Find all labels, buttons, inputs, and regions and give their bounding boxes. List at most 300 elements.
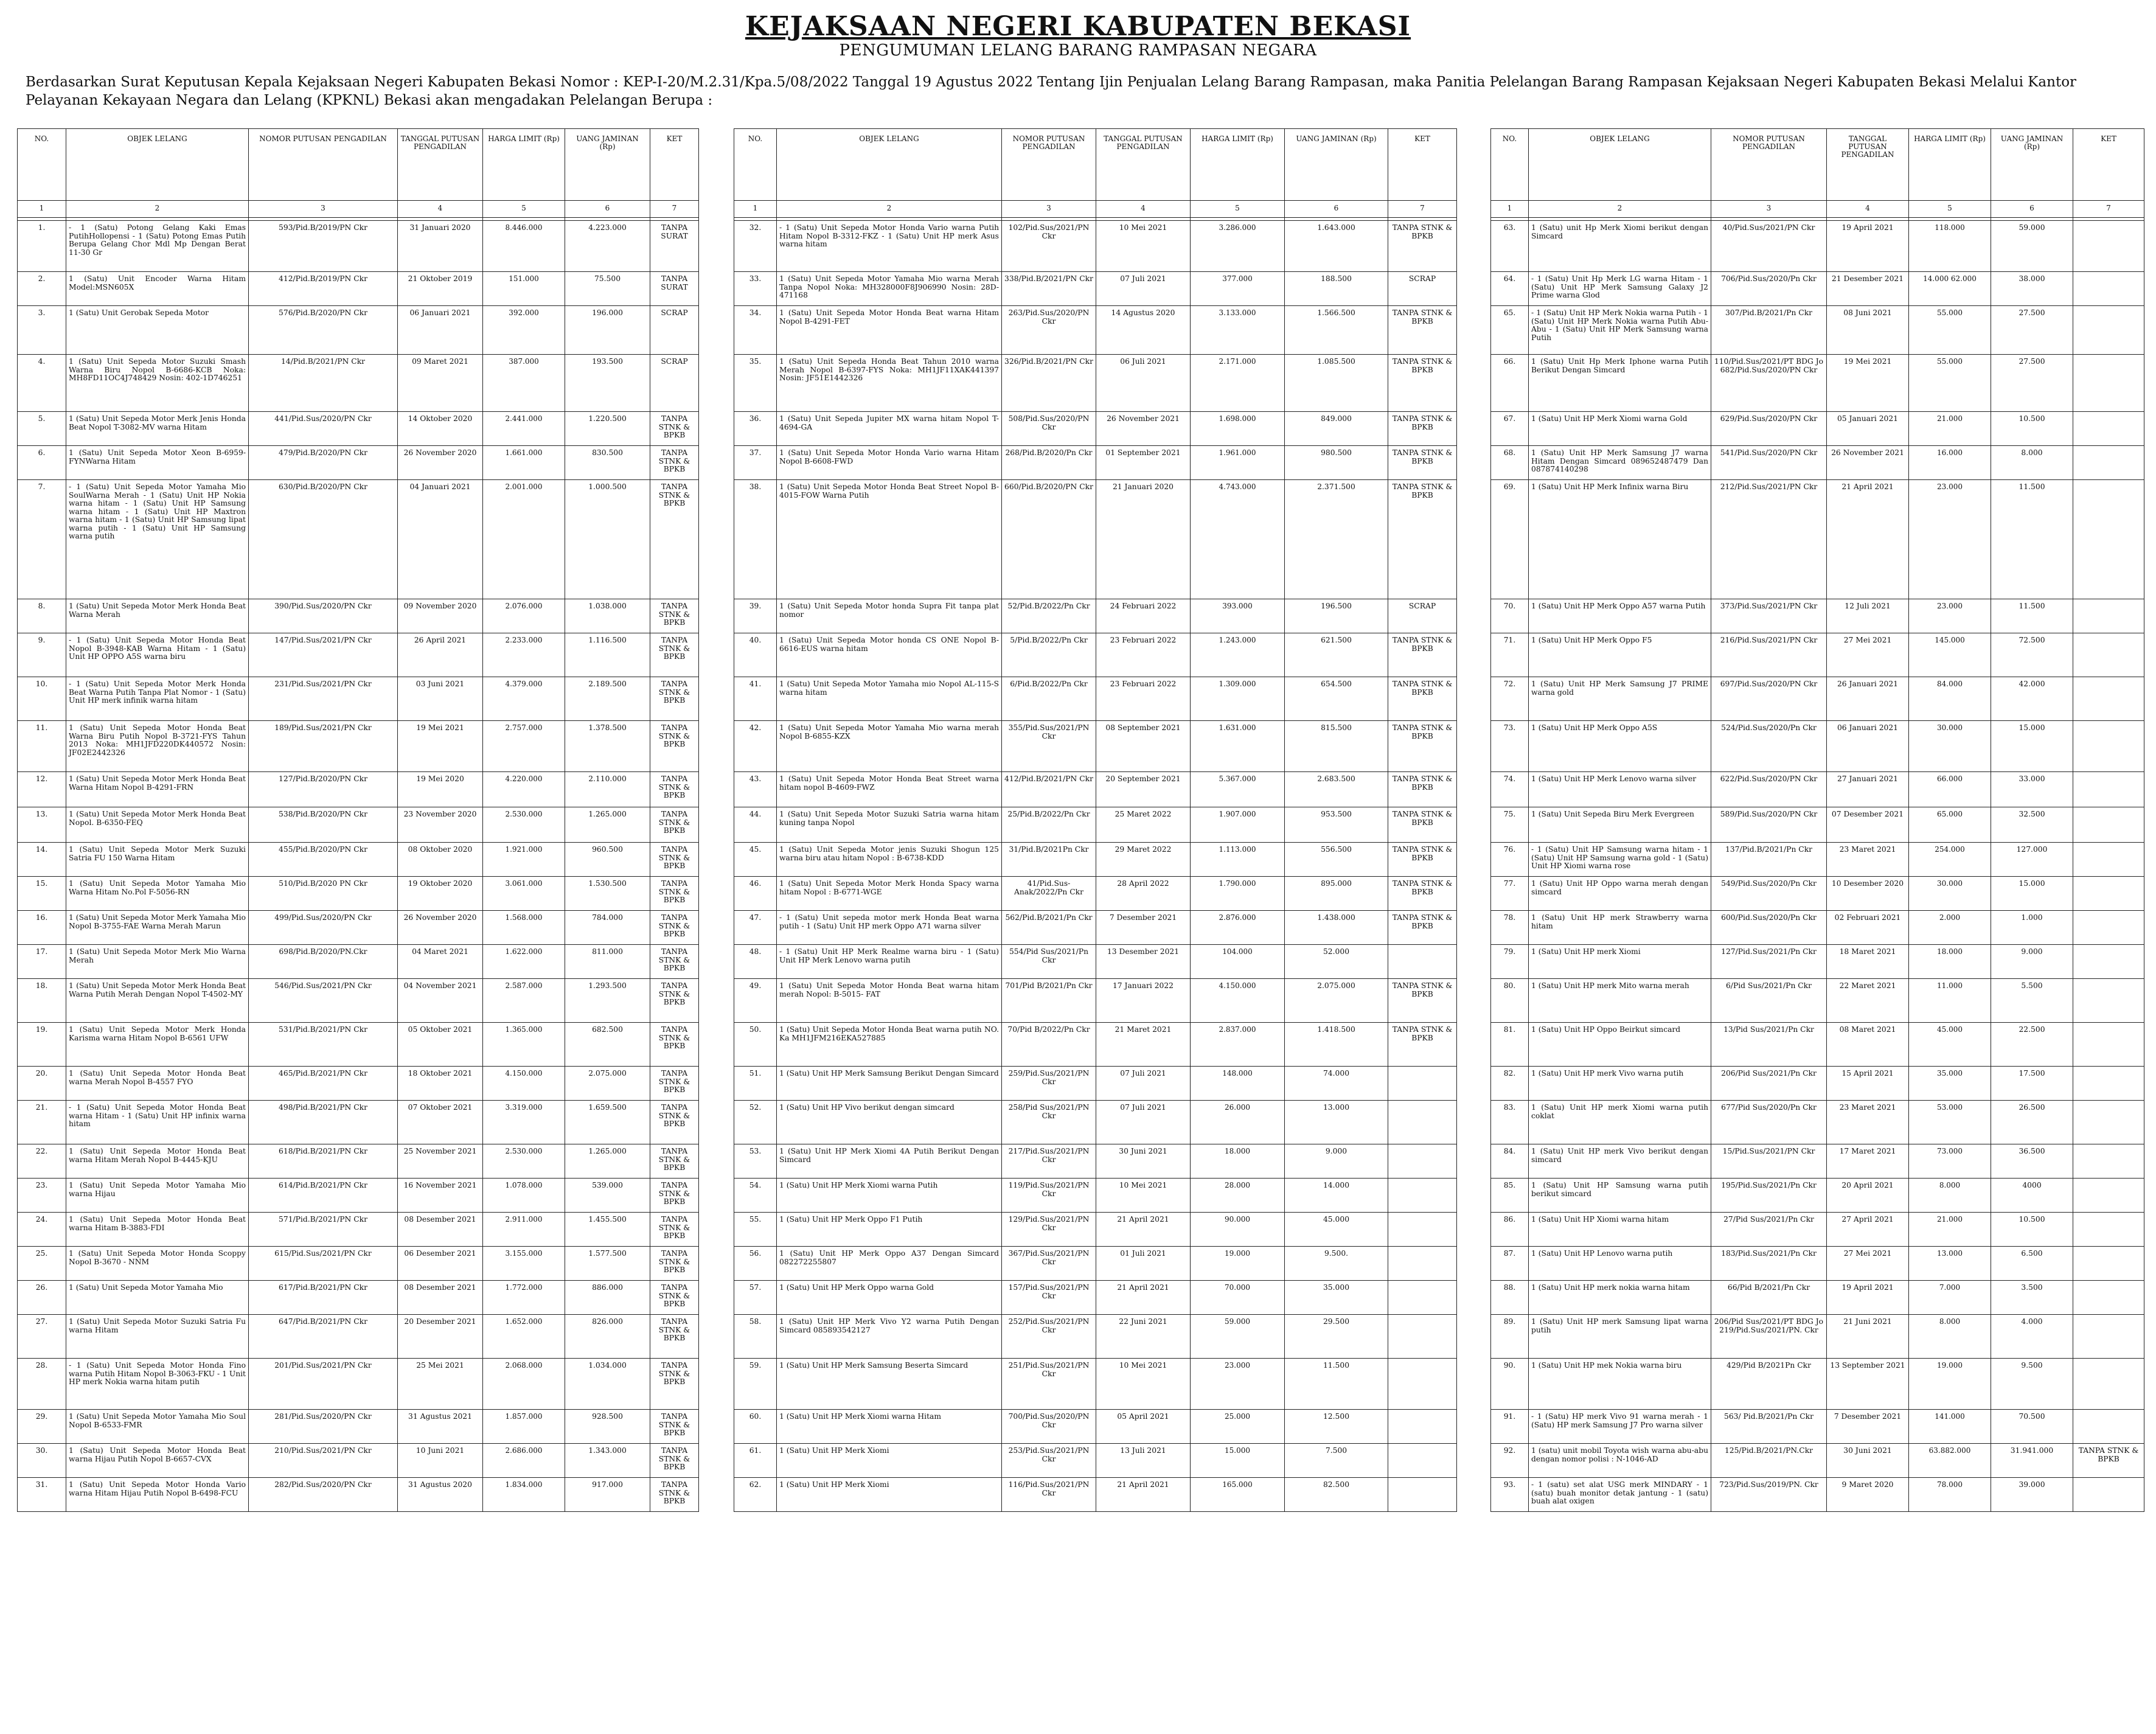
column-number: 3 <box>1002 201 1096 218</box>
table-row <box>18 1444 699 1478</box>
remarks <box>1388 945 1457 979</box>
court-decision-number: 217/Pid.Sus/2021/PN Ckr <box>1002 1144 1096 1179</box>
remarks <box>2073 979 2144 1023</box>
court-decision-number: 660/Pid.B/2020/PN Ckr <box>1002 480 1096 599</box>
limit-price: 53.000 <box>1909 1101 1991 1144</box>
table-row <box>734 1247 1457 1281</box>
auction-object: 1 (Satu) Unit HP Merk Samsung J7 warna Hitam Dengan Simcard 089652487479 Dan 087874140298 <box>1529 446 1711 480</box>
remarks: TANPA STNK & BPKB <box>650 772 699 807</box>
deposit-amount: 193.500 <box>565 355 650 412</box>
deposit-amount: 1.418.500 <box>1285 1023 1388 1067</box>
limit-price: 23.000 <box>1191 1359 1285 1410</box>
table-row <box>1491 1101 2144 1144</box>
auction-object: 1 (Satu) Unit Sepeda Motor Yamaha mio Nopol AL-115-S warna hitam <box>777 677 1002 721</box>
court-decision-number: 338/Pid.B/2021/PN Ckr <box>1002 272 1096 306</box>
limit-price: 1.698.000 <box>1191 412 1285 446</box>
column-header-deposit-amount: UANG JAMINAN (Rp) <box>1991 129 2073 201</box>
limit-price: 2.171.000 <box>1191 355 1285 412</box>
remarks <box>1388 1444 1457 1478</box>
decision-date: 05 Oktober 2021 <box>398 1023 483 1067</box>
remarks: SCRAP <box>650 306 699 355</box>
row-number: 21. <box>18 1101 66 1144</box>
court-decision-number: 102/Pid.Sus/2021/PN Ckr <box>1002 221 1096 272</box>
column-number: 6 <box>1991 201 2073 218</box>
limit-price: 18.000 <box>1191 1144 1285 1179</box>
remarks: TANPA STNK & BPKB <box>650 1023 699 1067</box>
deposit-amount: 849.000 <box>1285 412 1388 446</box>
court-decision-number: 617/Pid.B/2021/PN Ckr <box>249 1281 398 1315</box>
column-header-limit-price: HARGA LIMIT (Rp) <box>483 129 565 201</box>
row-number: 23. <box>18 1179 66 1213</box>
table-row <box>734 1410 1457 1444</box>
auction-object: 1 (Satu) Unit Sepeda Motor Suzuki Satria Fu warna Hitam <box>66 1315 249 1359</box>
column-number: 5 <box>1909 201 1991 218</box>
table-row <box>18 1101 699 1144</box>
auction-object: 1 (Satu) Unit Sepeda Motor Suzuki Satria warna hitam kuning tanpa Nopol <box>777 807 1002 843</box>
limit-price: 2.837.000 <box>1191 1023 1285 1067</box>
decision-date: 18 Maret 2021 <box>1827 945 1909 979</box>
remarks: TANPA STNK & BPKB <box>1388 633 1457 677</box>
deposit-amount: 1.378.500 <box>565 721 650 772</box>
decision-date: 31 Agustus 2020 <box>398 1478 483 1512</box>
court-decision-number: 31/Pid.B/2021Pn Ckr <box>1002 843 1096 877</box>
limit-price: 1.772.000 <box>483 1281 565 1315</box>
court-decision-number: 373/Pid.Sus/2021/PN Ckr <box>1711 599 1827 633</box>
auction-object: - 1 (Satu) Unit Sepeda Motor Honda Fino warna Putih Hitam Nopol B-3063-FKU - 1 Unit HP merk Nokia warna hitam putih <box>66 1359 249 1410</box>
limit-price: 30.000 <box>1909 877 1991 911</box>
auction-object: 1 (Satu) Unit HP merk Mito warna merah <box>1529 979 1711 1023</box>
limit-price: 1.652.000 <box>483 1315 565 1359</box>
auction-object: 1 (Satu) Unit Sepeda Motor Merk Honda Beat Warna Putih Merah Dengan Nopol T-4502-MY <box>66 979 249 1023</box>
decision-date: 08 Juni 2021 <box>1827 306 1909 355</box>
row-number: 44. <box>734 807 777 843</box>
row-number: 65. <box>1491 306 1529 355</box>
auction-object: 1 (Satu) Unit Sepeda Motor Merk Jenis Honda Beat Nopol T-3082-MV warna Hitam <box>66 412 249 446</box>
court-decision-number: 508/Pid.Sus/2020/PN Ckr <box>1002 412 1096 446</box>
deposit-amount: 621.500 <box>1285 633 1388 677</box>
row-number: 32. <box>734 221 777 272</box>
deposit-amount: 11.500 <box>1285 1359 1388 1410</box>
remarks <box>2073 633 2144 677</box>
auction-object: 1 (Satu) Unit Sepeda Motor Honda Beat Street warna hitam nopol B-4609-FWZ <box>777 772 1002 807</box>
table-row <box>734 446 1457 480</box>
court-decision-number: 66/Pid B/2021/Pn Ckr <box>1711 1281 1827 1315</box>
limit-price: 28.000 <box>1191 1179 1285 1213</box>
auction-object: 1 (Satu) Unit HP Merk Xiomi warna Hitam <box>777 1410 1002 1444</box>
auction-object: 1 (Satu) Unit HP Lenovo warna putih <box>1529 1247 1711 1281</box>
remarks <box>1388 1359 1457 1410</box>
limit-price: 1.790.000 <box>1191 877 1285 911</box>
court-decision-number: 390/Pid.Sus/2020/PN Ckr <box>249 599 398 633</box>
row-number: 80. <box>1491 979 1529 1023</box>
deposit-amount: 9.500 <box>1991 1359 2073 1410</box>
decision-date: 26 November 2021 <box>1827 446 1909 480</box>
decision-date: 04 Maret 2021 <box>398 945 483 979</box>
table-row <box>734 877 1457 911</box>
decision-date: 19 Mei 2020 <box>398 772 483 807</box>
decision-date: 21 April 2021 <box>1096 1478 1191 1512</box>
court-decision-number: 259/Pid.Sus/2021/PN Ckr <box>1002 1067 1096 1101</box>
decision-date: 08 September 2021 <box>1096 721 1191 772</box>
limit-price: 2.587.000 <box>483 979 565 1023</box>
table-row <box>1491 843 2144 877</box>
table-row <box>1491 1359 2144 1410</box>
row-number: 88. <box>1491 1281 1529 1315</box>
row-number: 47. <box>734 911 777 945</box>
remarks: TANPA STNK & BPKB <box>1388 412 1457 446</box>
decision-date: 26 Januari 2021 <box>1827 677 1909 721</box>
decision-date: 30 Juni 2021 <box>1096 1144 1191 1179</box>
auction-object: 1 (Satu) Unit HP Merk Vivo Y2 warna Putih Dengan Simcard 085893542127 <box>777 1315 1002 1359</box>
auction-object: 1 (Satu) Unit HP Merk Oppo F5 <box>1529 633 1711 677</box>
auction-object: 1 (Satu) Unit HP Merk Lenovo warna silver <box>1529 772 1711 807</box>
limit-price: 2.876.000 <box>1191 911 1285 945</box>
row-number: 90. <box>1491 1359 1529 1410</box>
remarks: TANPA STNK & BPKB <box>1388 911 1457 945</box>
table-row <box>18 1213 699 1247</box>
table-row <box>1491 772 2144 807</box>
table-row <box>1491 1247 2144 1281</box>
table-row <box>734 306 1457 355</box>
court-decision-number: 52/Pid.B/2022/Pn Ckr <box>1002 599 1096 633</box>
court-decision-number: 562/Pid.B/2021/Pn Ckr <box>1002 911 1096 945</box>
deposit-amount: 70.500 <box>1991 1410 2073 1444</box>
decision-date: 05 Januari 2021 <box>1827 412 1909 446</box>
table-row <box>18 1247 699 1281</box>
limit-price: 30.000 <box>1909 721 1991 772</box>
remarks <box>2073 1144 2144 1179</box>
court-decision-number: 614/Pid.B/2021/PN Ckr <box>249 1179 398 1213</box>
auction-object: 1 (Satu) Unit HP Oppo warna merah dengan simcard <box>1529 877 1711 911</box>
auction-object: - 1 (Satu) HP merk Vivo 91 warna merah - 1 (Satu) HP merk Samsung J7 Pro warna silver <box>1529 1410 1711 1444</box>
deposit-amount: 59.000 <box>1991 221 2073 272</box>
remarks: TANPA STNK & BPKB <box>650 1410 699 1444</box>
limit-price: 151.000 <box>483 272 565 306</box>
deposit-amount: 682.500 <box>565 1023 650 1067</box>
auction-object: 1 (Satu) Unit Sepeda Motor Honda Vario warna Hitam Nopol B-6608-FWD <box>777 446 1002 480</box>
remarks <box>2073 1023 2144 1067</box>
row-number: 10. <box>18 677 66 721</box>
deposit-amount: 4000 <box>1991 1179 2073 1213</box>
row-number: 50. <box>734 1023 777 1067</box>
deposit-amount: 1.530.500 <box>565 877 650 911</box>
limit-price: 1.857.000 <box>483 1410 565 1444</box>
remarks: TANPA STNK & BPKB <box>1388 772 1457 807</box>
decision-date: 06 Desember 2021 <box>398 1247 483 1281</box>
column-header-remarks: KET <box>650 129 699 201</box>
row-number: 73. <box>1491 721 1529 772</box>
row-number: 87. <box>1491 1247 1529 1281</box>
row-number: 14. <box>18 843 66 877</box>
limit-price: 15.000 <box>1191 1444 1285 1478</box>
deposit-amount: 27.500 <box>1991 355 2073 412</box>
court-decision-number: 210/Pid.Sus/2021/PN Ckr <box>249 1444 398 1478</box>
remarks: TANPA STNK & BPKB <box>650 480 699 599</box>
remarks: TANPA STNK & BPKB <box>1388 306 1457 355</box>
limit-price: 3.319.000 <box>483 1101 565 1144</box>
remarks: TANPA STNK & BPKB <box>650 1144 699 1179</box>
court-decision-number: 698/Pid.B/2020/PN.Ckr <box>249 945 398 979</box>
court-decision-number: 15/Pid.Sus/2021/PN Ckr <box>1711 1144 1827 1179</box>
auction-object: 1 (Satu) Unit Sepeda Motor Honda Beat Street Nopol B-4015-FOW Warna Putih <box>777 480 1002 599</box>
auction-object: 1 (Satu) Unit Sepeda Motor Honda Vario warna Hitam Hijau Putih Nopol B-6498-FCU <box>66 1478 249 1512</box>
deposit-amount: 886.000 <box>565 1281 650 1315</box>
row-number: 4. <box>18 355 66 412</box>
table-row <box>734 1213 1457 1247</box>
column-header-limit-price: HARGA LIMIT (Rp) <box>1191 129 1285 201</box>
remarks <box>2073 1281 2144 1315</box>
decision-date: 01 September 2021 <box>1096 446 1191 480</box>
remarks: TANPA STNK & BPKB <box>650 721 699 772</box>
column-number: 4 <box>1827 201 1909 218</box>
column-number: 4 <box>1096 201 1191 218</box>
row-number: 15. <box>18 877 66 911</box>
table-row <box>734 1144 1457 1179</box>
column-number: 6 <box>565 201 650 218</box>
court-decision-number: 127/Pid.B/2020/PN Ckr <box>249 772 398 807</box>
limit-price: 1.622.000 <box>483 945 565 979</box>
remarks <box>2073 843 2144 877</box>
court-decision-number: 183/Pid.Sus/2021/Pn Ckr <box>1711 1247 1827 1281</box>
deposit-amount: 72.500 <box>1991 633 2073 677</box>
intro-paragraph: Berdasarkan Surat Keputusan Kepala Kejaksaan Negeri Kabupaten Bekasi Nomor : KEP-I-20/M.2.31/Kpa.5/08/2022 Tanggal 19 Agustus 2022 Tentang Ijin Penjualan Lelang Barang Rampasan, maka Panitia Pelelangan Barang Rampasan Kejaksaan Negeri Kabupaten Bekasi Melalui Kantor Pelayanan Kekayaan Negara dan Lelang (KPKNL) Bekasi akan mengadakan Pelelangan Berupa : <box>26 74 2077 108</box>
deposit-amount: 74.000 <box>1285 1067 1388 1101</box>
remarks: TANPA STNK & BPKB <box>650 979 699 1023</box>
deposit-amount: 188.500 <box>1285 272 1388 306</box>
row-number: 78. <box>1491 911 1529 945</box>
remarks: TANPA SURAT <box>650 221 699 272</box>
table-row <box>1491 306 2144 355</box>
row-number: 18. <box>18 979 66 1023</box>
deposit-amount: 2.371.500 <box>1285 480 1388 599</box>
auction-table-3 <box>1490 128 2144 1512</box>
decision-date: 31 Agustus 2021 <box>398 1410 483 1444</box>
table-row <box>734 979 1457 1023</box>
court-decision-number: 253/Pid.Sus/2021/PN Ckr <box>1002 1444 1096 1478</box>
row-number: 93. <box>1491 1478 1529 1512</box>
page-title: KEJAKSAAN NEGERI KABUPATEN BEKASI <box>745 11 1411 42</box>
auction-object: - 1 (Satu) Unit Sepeda Motor Yamaha Mio SoulWarna Merah - 1 (Satu) Unit HP Nokia warna hitam - 1 (Satu) Unit HP Samsung warna hitam - 1 (Satu) Unit HP Maxtron warna hitam - 1 (Satu) Unit HP Samsung lipat warna putih - 1 (Satu) Unit HP Samsung warna putih <box>66 480 249 599</box>
decision-date: 18 Oktober 2021 <box>398 1067 483 1101</box>
table-row <box>18 1410 699 1444</box>
limit-price: 3.133.000 <box>1191 306 1285 355</box>
limit-price: 55.000 <box>1909 355 1991 412</box>
limit-price: 393.000 <box>1191 599 1285 633</box>
deposit-amount: 1.034.000 <box>565 1359 650 1410</box>
auction-object: 1 (Satu) Unit Sepeda Motor Yamaha Mio <box>66 1281 249 1315</box>
decision-date: 01 Juli 2021 <box>1096 1247 1191 1281</box>
court-decision-number: 119/Pid.Sus/2021/PN Ckr <box>1002 1179 1096 1213</box>
remarks: TANPA STNK & BPKB <box>1388 446 1457 480</box>
court-decision-number: 206/Pid Sus/2021/Pn Ckr <box>1711 1067 1827 1101</box>
limit-price: 78.000 <box>1909 1478 1991 1512</box>
decision-date: 27 Mei 2021 <box>1827 633 1909 677</box>
page-subtitle: PENGUMUMAN LELANG BARANG RAMPASAN NEGARA <box>839 41 1317 60</box>
court-decision-number: 499/Pid.Sus/2020/PN Ckr <box>249 911 398 945</box>
decision-date: 17 Maret 2021 <box>1827 1144 1909 1179</box>
row-number: 46. <box>734 877 777 911</box>
table-row <box>18 772 699 807</box>
deposit-amount: 556.500 <box>1285 843 1388 877</box>
court-decision-number: 258/Pid Sus/2021/PN Ckr <box>1002 1101 1096 1144</box>
remarks: TANPA STNK & BPKB <box>650 1281 699 1315</box>
remarks <box>2073 1359 2144 1410</box>
deposit-amount: 10.500 <box>1991 1213 2073 1247</box>
decision-date: 07 Desember 2021 <box>1827 807 1909 843</box>
deposit-amount: 42.000 <box>1991 677 2073 721</box>
row-number: 17. <box>18 945 66 979</box>
auction-object: 1 (Satu) Unit Sepeda Motor Merk Honda Beat Warna Hitam Nopol B-4291-FRN <box>66 772 249 807</box>
auction-object: 1 (satu) unit mobil Toyota wish warna abu-abu dengan nomor polisi : N-1046-AD <box>1529 1444 1711 1478</box>
deposit-amount: 29.500 <box>1285 1315 1388 1359</box>
column-number: 2 <box>1529 201 1711 218</box>
limit-price: 8.446.000 <box>483 221 565 272</box>
limit-price: 1.631.000 <box>1191 721 1285 772</box>
decision-date: 13 Juli 2021 <box>1096 1444 1191 1478</box>
remarks: TANPA STNK & BPKB <box>650 412 699 446</box>
remarks: TANPA STNK & BPKB <box>650 1478 699 1512</box>
auction-object: - 1 (Satu) Unit HP Merk Realme warna biru - 1 (Satu) Unit HP Merk Lenovo warna putih <box>777 945 1002 979</box>
column-header-remarks: KET <box>1388 129 1457 201</box>
deposit-amount: 1.085.500 <box>1285 355 1388 412</box>
limit-price: 4.150.000 <box>1191 979 1285 1023</box>
deposit-amount: 811.000 <box>565 945 650 979</box>
row-number: 69. <box>1491 480 1529 599</box>
column-header-row <box>18 129 699 201</box>
deposit-amount: 36.500 <box>1991 1144 2073 1179</box>
column-number-row <box>734 201 1457 218</box>
court-decision-number: 524/Pid.Sus/2020/Pn Ckr <box>1711 721 1827 772</box>
column-number: 2 <box>66 201 249 218</box>
column-header-row-number: NO. <box>1491 129 1529 201</box>
auction-object: 1 (Satu) Unit HP merk Xiomi warna putih coklat <box>1529 1101 1711 1144</box>
decision-date: 21 April 2021 <box>1096 1281 1191 1315</box>
limit-price: 2.686.000 <box>483 1444 565 1478</box>
column-number: 7 <box>2073 201 2144 218</box>
auction-object: 1 (Satu) Unit Sepeda Motor Yamaha Mio warna merah Nopol B-6855-KZX <box>777 721 1002 772</box>
row-number: 58. <box>734 1315 777 1359</box>
limit-price: 3.155.000 <box>483 1247 565 1281</box>
column-header-deposit-amount: UANG JAMINAN (Rp) <box>1285 129 1388 201</box>
deposit-amount: 1.265.000 <box>565 807 650 843</box>
limit-price: 141.000 <box>1909 1410 1991 1444</box>
limit-price: 145.000 <box>1909 633 1991 677</box>
table-row <box>1491 599 2144 633</box>
table-row <box>1491 480 2144 599</box>
table-row <box>1491 1023 2144 1067</box>
limit-price: 16.000 <box>1909 446 1991 480</box>
decision-date: 10 Mei 2021 <box>1096 1359 1191 1410</box>
auction-object: 1 (Satu) Unit HP Merk Oppo A57 warna Putih <box>1529 599 1711 633</box>
decision-date: 9 Maret 2020 <box>1827 1478 1909 1512</box>
remarks <box>2073 446 2144 480</box>
table-row <box>18 677 699 721</box>
deposit-amount: 26.500 <box>1991 1101 2073 1144</box>
court-decision-number: 554/Pid Sus/2021/Pn Ckr <box>1002 945 1096 979</box>
remarks: TANPA STNK & BPKB <box>2073 1444 2144 1478</box>
deposit-amount: 1.265.000 <box>565 1144 650 1179</box>
row-number: 45. <box>734 843 777 877</box>
limit-price: 1.309.000 <box>1191 677 1285 721</box>
decision-date: 7 Desember 2021 <box>1827 1410 1909 1444</box>
court-decision-number: 13/Pid Sus/2021/Pn Ckr <box>1711 1023 1827 1067</box>
limit-price: 2.076.000 <box>483 599 565 633</box>
decision-date: 02 Februari 2021 <box>1827 911 1909 945</box>
remarks <box>2073 1247 2144 1281</box>
remarks <box>2073 1179 2144 1213</box>
table-row <box>734 772 1457 807</box>
auction-object: 1 (Satu) Unit Sepeda Jupiter MX warna hitam Nopol T-4694-GA <box>777 412 1002 446</box>
court-decision-number: 263/Pid.Sus/2020/PN Ckr <box>1002 306 1096 355</box>
table-row <box>734 355 1457 412</box>
row-number: 60. <box>734 1410 777 1444</box>
row-number: 62. <box>734 1478 777 1512</box>
limit-price: 104.000 <box>1191 945 1285 979</box>
decision-date: 07 Juli 2021 <box>1096 1067 1191 1101</box>
deposit-amount: 15.000 <box>1991 721 2073 772</box>
table-row <box>1491 1315 2144 1359</box>
court-decision-number: 412/Pid.B/2021/PN Ckr <box>1002 772 1096 807</box>
limit-price: 13.000 <box>1909 1247 1991 1281</box>
table-row <box>18 1281 699 1315</box>
row-number: 12. <box>18 772 66 807</box>
court-decision-number: 201/Pid.Sus/2021/PN Ckr <box>249 1359 398 1410</box>
limit-price: 90.000 <box>1191 1213 1285 1247</box>
table-row <box>734 633 1457 677</box>
remarks <box>1388 1478 1457 1512</box>
row-number: 64. <box>1491 272 1529 306</box>
limit-price: 1.243.000 <box>1191 633 1285 677</box>
remarks: TANPA STNK & BPKB <box>650 877 699 911</box>
court-decision-number: 700/Pid.Sus/2020/PN Ckr <box>1002 1410 1096 1444</box>
decision-date: 30 Juni 2021 <box>1827 1444 1909 1478</box>
row-number: 76. <box>1491 843 1529 877</box>
remarks: TANPA STNK & BPKB <box>1388 480 1457 599</box>
court-decision-number: 282/Pid.Sus/2020/PN Ckr <box>249 1478 398 1512</box>
row-number: 92. <box>1491 1444 1529 1478</box>
row-number: 79. <box>1491 945 1529 979</box>
deposit-amount: 11.500 <box>1991 480 2073 599</box>
row-number: 86. <box>1491 1213 1529 1247</box>
row-number: 66. <box>1491 355 1529 412</box>
row-number: 29. <box>18 1410 66 1444</box>
table-row <box>18 1478 699 1512</box>
table-row <box>1491 272 2144 306</box>
limit-price: 45.000 <box>1909 1023 1991 1067</box>
deposit-amount: 2.189.500 <box>565 677 650 721</box>
limit-price: 21.000 <box>1909 412 1991 446</box>
decision-date: 05 April 2021 <box>1096 1410 1191 1444</box>
row-number: 83. <box>1491 1101 1529 1144</box>
auction-object: - 1 (Satu) Unit HP Merk Nokia warna Putih - 1 (Satu) Unit HP Merk Nokia warna Putih Abu-Abu - 1 (Satu) Unit HP Merk Samsung warna Putih <box>1529 306 1711 355</box>
remarks <box>2073 911 2144 945</box>
remarks: TANPA STNK & BPKB <box>1388 1023 1457 1067</box>
row-number: 48. <box>734 945 777 979</box>
decision-date: 09 November 2020 <box>398 599 483 633</box>
court-decision-number: 125/Pid.B/2021/PN.Ckr <box>1711 1444 1827 1478</box>
auction-object: 1 (Satu) Unit Sepeda Motor Honda Beat warna Hijau Putih Nopol B-6657-CVX <box>66 1444 249 1478</box>
auction-object: 1 (Satu) Unit Sepeda Motor Suzuki Smash Warna Biru Nopol B-6686-KCB Noka: MH8FD11OC4J748429 Nosin: 402-1D746251 <box>66 355 249 412</box>
remarks: TANPA STNK & BPKB <box>1388 843 1457 877</box>
column-number: 7 <box>1388 201 1457 218</box>
table-row <box>1491 1478 2144 1512</box>
decision-date: 06 Januari 2021 <box>398 306 483 355</box>
decision-date: 16 November 2021 <box>398 1179 483 1213</box>
table-row <box>18 599 699 633</box>
decision-date: 06 Januari 2021 <box>1827 721 1909 772</box>
row-number: 25. <box>18 1247 66 1281</box>
table-row <box>18 807 699 843</box>
